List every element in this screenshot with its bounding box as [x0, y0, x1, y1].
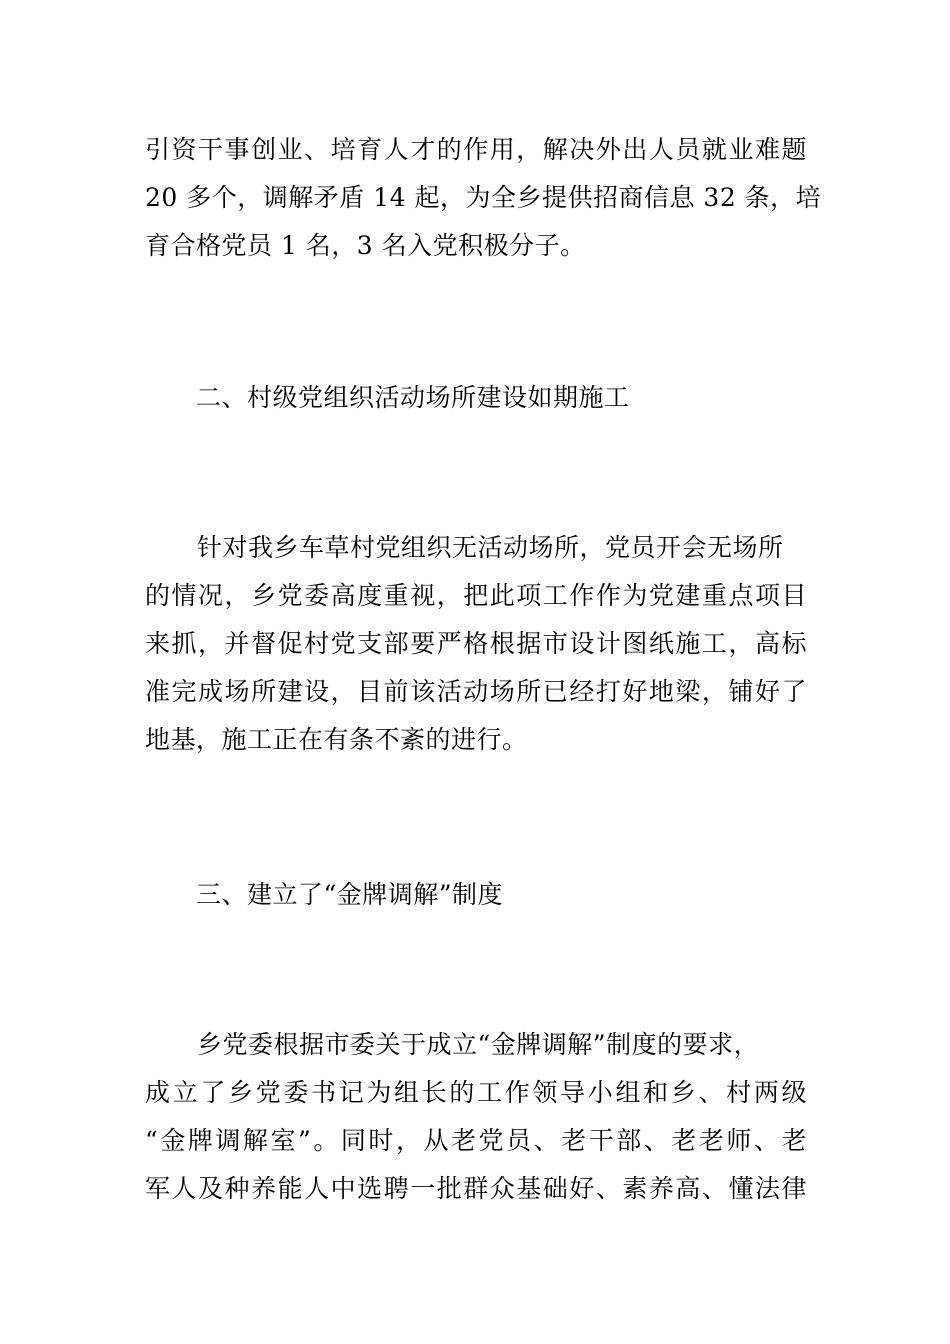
paragraph-section-3 — [145, 1021, 807, 1213]
text-line: 引资干事创业、培育人才的作用，解决外出人员就业难题 — [145, 135, 807, 164]
text-line: 育合格党员 1 名，3 名入党积极分子。 — [145, 231, 586, 260]
paragraph-section-2 — [145, 524, 807, 764]
text-line: 20 多个，调解矛盾 14 起，为全乡提供招商信息 32 条，培 — [145, 183, 822, 212]
text-line: 军人及种养能人中选聘一批群众基础好、素养高、懂法律 — [145, 1174, 807, 1203]
text-line: 成立了乡党委书记为组长的工作领导小组和乡、村两级 — [145, 1078, 807, 1107]
paragraph-continuation — [145, 126, 822, 270]
section-heading-2: 二、村级党组织活动场所建设如期施工 — [196, 383, 630, 412]
text-line: 的情况，乡党委高度重视，把此项工作作为党建重点项目 — [145, 581, 807, 610]
text-line: 准完成场所建设，目前该活动场所已经打好地梁，铺好了 — [145, 677, 807, 706]
section-heading-3: 三、建立了“金牌调解”制度 — [196, 880, 504, 909]
text-line: 地基，施工正在有条不紊的进行。 — [145, 725, 528, 754]
text-line: 来抓，并督促村党支部要严格根据市设计图纸施工，高标 — [145, 629, 807, 658]
text-line: “金牌调解室”。同时，从老党员、老干部、老老师、老 — [145, 1126, 807, 1155]
text-line: 乡党委根据市委关于成立“金牌调解”制度的要求， — [197, 1030, 760, 1059]
text-line: 针对我乡车草村党组织无活动场所，党员开会无场所 — [197, 533, 784, 562]
